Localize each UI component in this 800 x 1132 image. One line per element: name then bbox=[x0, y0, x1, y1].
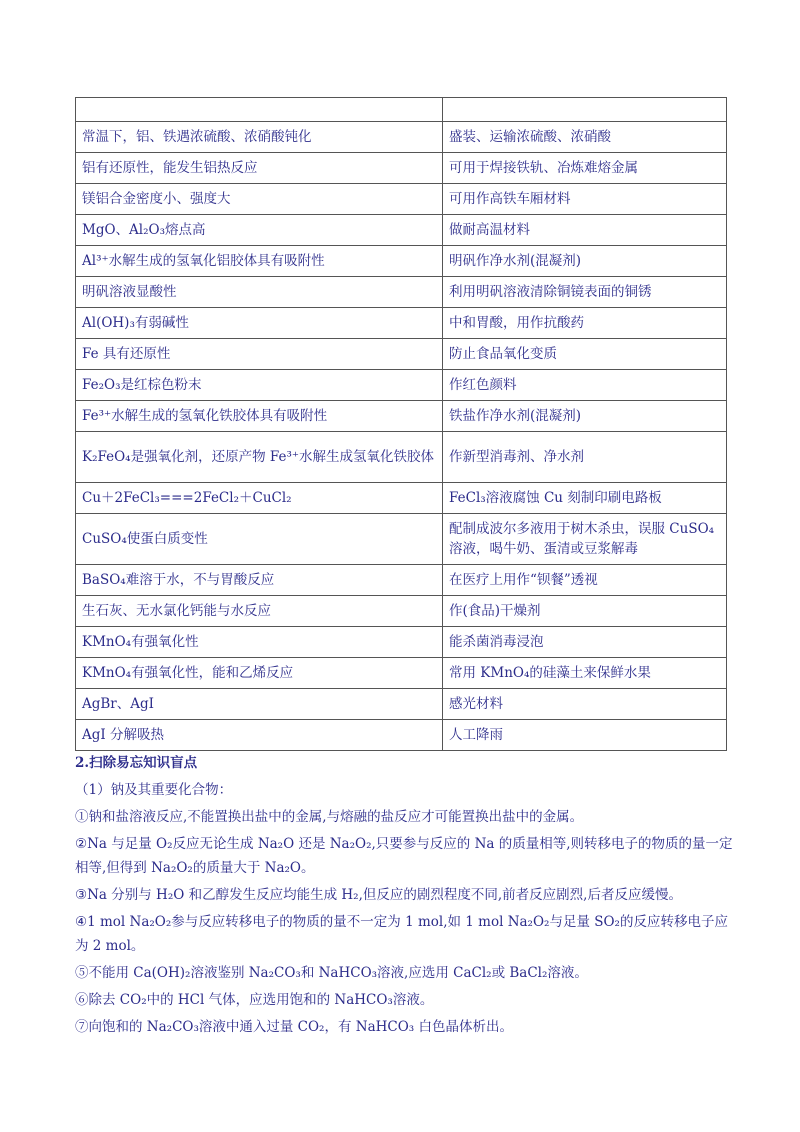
property-cell: AgBr、AgI bbox=[76, 689, 443, 720]
property-cell: Cu＋2FeCl₃===2FeCl₂＋CuCl₂ bbox=[76, 483, 443, 514]
table-row bbox=[76, 658, 727, 689]
use-cell: 作新型消毒剂、净水剂 bbox=[443, 432, 727, 483]
table-row bbox=[76, 565, 727, 596]
table-row bbox=[76, 153, 727, 184]
section-title: 2.扫除易忘知识盲点 bbox=[75, 755, 198, 771]
property-cell: KMnO₄有强氧化性 bbox=[76, 627, 443, 658]
property-cell: Fe³⁺水解生成的氢氧化铁胶体具有吸附性 bbox=[76, 401, 443, 432]
table-row bbox=[76, 514, 727, 565]
table-row bbox=[76, 689, 727, 720]
property-cell: K₂FeO₄是强氧化剂，还原产物 Fe³⁺水解生成氢氧化铁胶体 bbox=[76, 432, 443, 483]
table-row bbox=[76, 720, 727, 751]
table-row bbox=[76, 596, 727, 627]
property-cell: MgO、Al₂O₃熔点高 bbox=[76, 215, 443, 246]
use-cell: 人工降雨 bbox=[443, 720, 727, 751]
use-cell: 作红色颜料 bbox=[443, 370, 727, 401]
table-row bbox=[76, 370, 727, 401]
property-cell: BaSO₄难溶于水，不与胃酸反应 bbox=[76, 565, 443, 596]
header-cell-use bbox=[443, 98, 727, 122]
table-row bbox=[76, 277, 727, 308]
table-row bbox=[76, 215, 727, 246]
property-cell: KMnO₄有强氧化性，能和乙烯反应 bbox=[76, 658, 443, 689]
use-cell: 明矾作净水剂(混凝剂) bbox=[443, 246, 727, 277]
note-item: ⑥除去 CO₂中的 HCl 气体，应选用饱和的 NaHCO₃溶液。 bbox=[75, 991, 434, 1008]
table-header-row bbox=[76, 98, 727, 122]
use-cell: 可用于焊接铁轨、冶炼难熔金属 bbox=[443, 153, 727, 184]
use-cell: 作(食品)干燥剂 bbox=[443, 596, 727, 627]
property-cell: CuSO₄使蛋白质变性 bbox=[76, 514, 443, 565]
property-cell: Fe₂O₃是红棕色粉末 bbox=[76, 370, 443, 401]
property-cell: Al³⁺水解生成的氢氧化铝胶体具有吸附性 bbox=[76, 246, 443, 277]
use-cell: 盛装、运输浓硫酸、浓硝酸 bbox=[443, 122, 727, 153]
use-cell: 常用 KMnO₄的硅藻土来保鲜水果 bbox=[443, 658, 727, 689]
table-row bbox=[76, 401, 727, 432]
use-cell: 可用作高铁车厢材料 bbox=[443, 184, 727, 215]
use-cell: FeCl₃溶液腐蚀 Cu 刻制印刷电路板 bbox=[443, 483, 727, 514]
note-item: ②Na 与足量 O₂反应无论生成 Na₂O 还是 Na₂O₂,只要参与反应的 Na 的质量相等,则转移电子的物质的量一定相等,但得到 Na₂O₂的质量大于 Na₂O。 bbox=[75, 836, 733, 876]
use-cell: 能杀菌消毒浸泡 bbox=[443, 627, 727, 658]
table-row bbox=[76, 308, 727, 339]
property-use-table bbox=[75, 97, 727, 751]
knowledge-notes bbox=[75, 752, 735, 1043]
property-cell: Al(OH)₃有弱碱性 bbox=[76, 308, 443, 339]
use-cell: 利用明矾溶液清除铜镜表面的铜锈 bbox=[443, 277, 727, 308]
table-row bbox=[76, 339, 727, 370]
property-cell: 生石灰、无水氯化钙能与水反应 bbox=[76, 596, 443, 627]
table-row bbox=[76, 627, 727, 658]
note-item: ⑤不能用 Ca(OH)₂溶液鉴别 Na₂CO₃和 NaHCO₃溶液,应选用 CaCl₂或 BaCl₂溶液。 bbox=[75, 964, 588, 981]
property-cell: 铝有还原性，能发生铝热反应 bbox=[76, 153, 443, 184]
use-cell: 中和胃酸，用作抗酸药 bbox=[443, 308, 727, 339]
table-row bbox=[76, 432, 727, 483]
note-item: ③Na 分别与 H₂O 和乙醇发生反应均能生成 H₂,但反应的剧烈程度不同,前者反应剧烈,后者反应缓慢。 bbox=[75, 886, 682, 903]
header-cell-property bbox=[76, 98, 443, 122]
table-row bbox=[76, 483, 727, 514]
section-subtitle: （1）钠及其重要化合物： bbox=[75, 782, 233, 799]
use-cell: 在医疗上用作“钡餐”透视 bbox=[443, 565, 727, 596]
property-cell: AgI 分解吸热 bbox=[76, 720, 443, 751]
property-cell: 镁铝合金密度小、强度大 bbox=[76, 184, 443, 215]
note-item: ⑦向饱和的 Na₂CO₃溶液中通入过量 CO₂，有 NaHCO₃ 白色晶体析出。 bbox=[75, 1018, 513, 1035]
use-cell: 防止食品氧化变质 bbox=[443, 339, 727, 370]
table-row bbox=[76, 184, 727, 215]
use-cell: 做耐高温材料 bbox=[443, 215, 727, 246]
use-cell: 配制成波尔多液用于树木杀虫，误服 CuSO₄溶液，喝牛奶、蛋清或豆浆解毒 bbox=[443, 514, 727, 565]
use-cell: 铁盐作净水剂(混凝剂) bbox=[443, 401, 727, 432]
use-cell: 感光材料 bbox=[443, 689, 727, 720]
note-item: ①钠和盐溶液反应,不能置换出盐中的金属,与熔融的盐反应才可能置换出盐中的金属。 bbox=[75, 809, 584, 826]
property-cell: 常温下，铝、铁遇浓硫酸、浓硝酸钝化 bbox=[76, 122, 443, 153]
property-cell: 明矾溶液显酸性 bbox=[76, 277, 443, 308]
property-cell: Fe 具有还原性 bbox=[76, 339, 443, 370]
note-item: ④1 mol Na₂O₂参与反应转移电子的物质的量不一定为 1 mol,如 1 mol Na₂O₂与足量 SO₂的反应转移电子应为 2 mol。 bbox=[75, 914, 728, 954]
table-row bbox=[76, 122, 727, 153]
table-row bbox=[76, 246, 727, 277]
